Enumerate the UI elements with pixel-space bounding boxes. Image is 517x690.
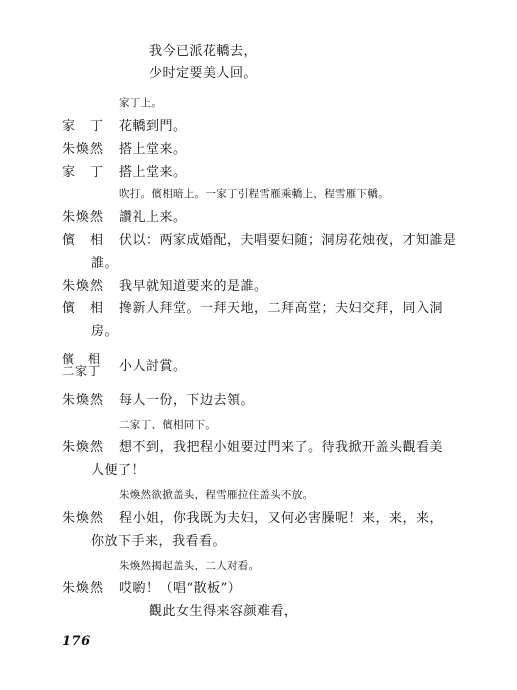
dialogue-group: 小人討賞。 [119,359,187,374]
speaker-zhu-5: 朱煥然 [62,440,105,455]
stage-direction-4: 朱煥然欲掀盖头，程雪雁拉住盖头不放。 [119,489,314,501]
dialogue-zhu-4: 每人一份，下边去領。 [119,393,255,408]
stage-direction-1: 家丁上。 [119,97,163,109]
speaker-zhu-7: 朱煥然 [62,581,105,596]
dialogue-jiading-1: 花轎到門。 [119,119,187,134]
speaker-group-binxiang: 儐 相 [62,352,102,366]
verse-line-2: 少时定要美人回。 [149,66,258,81]
speaker-zhu-4: 朱煥然 [62,393,105,408]
stage-direction-5: 朱煥然揭起盖头，二人对看。 [119,560,260,572]
speaker-group-jiading: 二家丁 [62,364,102,378]
dialogue-binxiang-2: 搀新人拜堂。一拜天地，二拜高堂；夫妇交拜，同入洞 [119,301,444,316]
dialogue-jiading-2: 搭上堂来。 [119,165,187,180]
speaker-binxiang-2: 儐 相 [62,301,105,316]
dialogue-zhu-1: 搭上堂来。 [119,142,187,157]
stage-direction-3: 二家丁、儐相同下。 [119,419,217,431]
dialogue-zhu-3: 我早就知道要来的是誰。 [119,279,268,294]
speaker-group [62,353,101,377]
dialogue-zhu-5: 想不到，我把程小姐要过門来了。待我掀开盖头觀看美 [119,440,444,455]
speaker-binxiang-1: 儐 相 [62,233,105,248]
dialogue-binxiang-2-cont: 房。 [91,324,119,339]
verse-line-3: 觀此女生得来容颜难看， [149,604,298,619]
speaker-zhu-1: 朱煥然 [62,142,105,157]
speaker-jiading-2: 家 丁 [62,165,105,180]
stage-direction-2: 吹打。儐相暗上。一家丁引程雪雁乘轎上，程雪雁下轎。 [119,188,389,200]
dialogue-zhu-2: 讚礼上来。 [119,210,187,225]
dialogue-zhu-5-cont: 人便了！ [91,463,146,478]
speaker-zhu-3: 朱煥然 [62,279,105,294]
speaker-zhu-2: 朱煥然 [62,210,105,225]
dialogue-zhu-7: 哎喲！（唱“散板”） [119,581,242,596]
dialogue-zhu-6: 程小姐，你我既为夫妇，又何必害臊呢！来，来，来， [119,511,444,526]
dialogue-binxiang-1-cont: 誰。 [91,256,119,271]
page-number: 176 [62,634,91,649]
dialogue-zhu-6-cont: 你放下手来，我看看。 [91,534,227,549]
verse-line-1: 我今已派花轎去， [149,44,258,59]
dialogue-binxiang-1: 伏以：两家成婚配，夫唱要妇随；洞房花烛夜，才知誰是 [119,233,457,248]
speaker-jiading-1: 家 丁 [62,119,105,134]
speaker-zhu-6: 朱煥然 [62,511,105,526]
